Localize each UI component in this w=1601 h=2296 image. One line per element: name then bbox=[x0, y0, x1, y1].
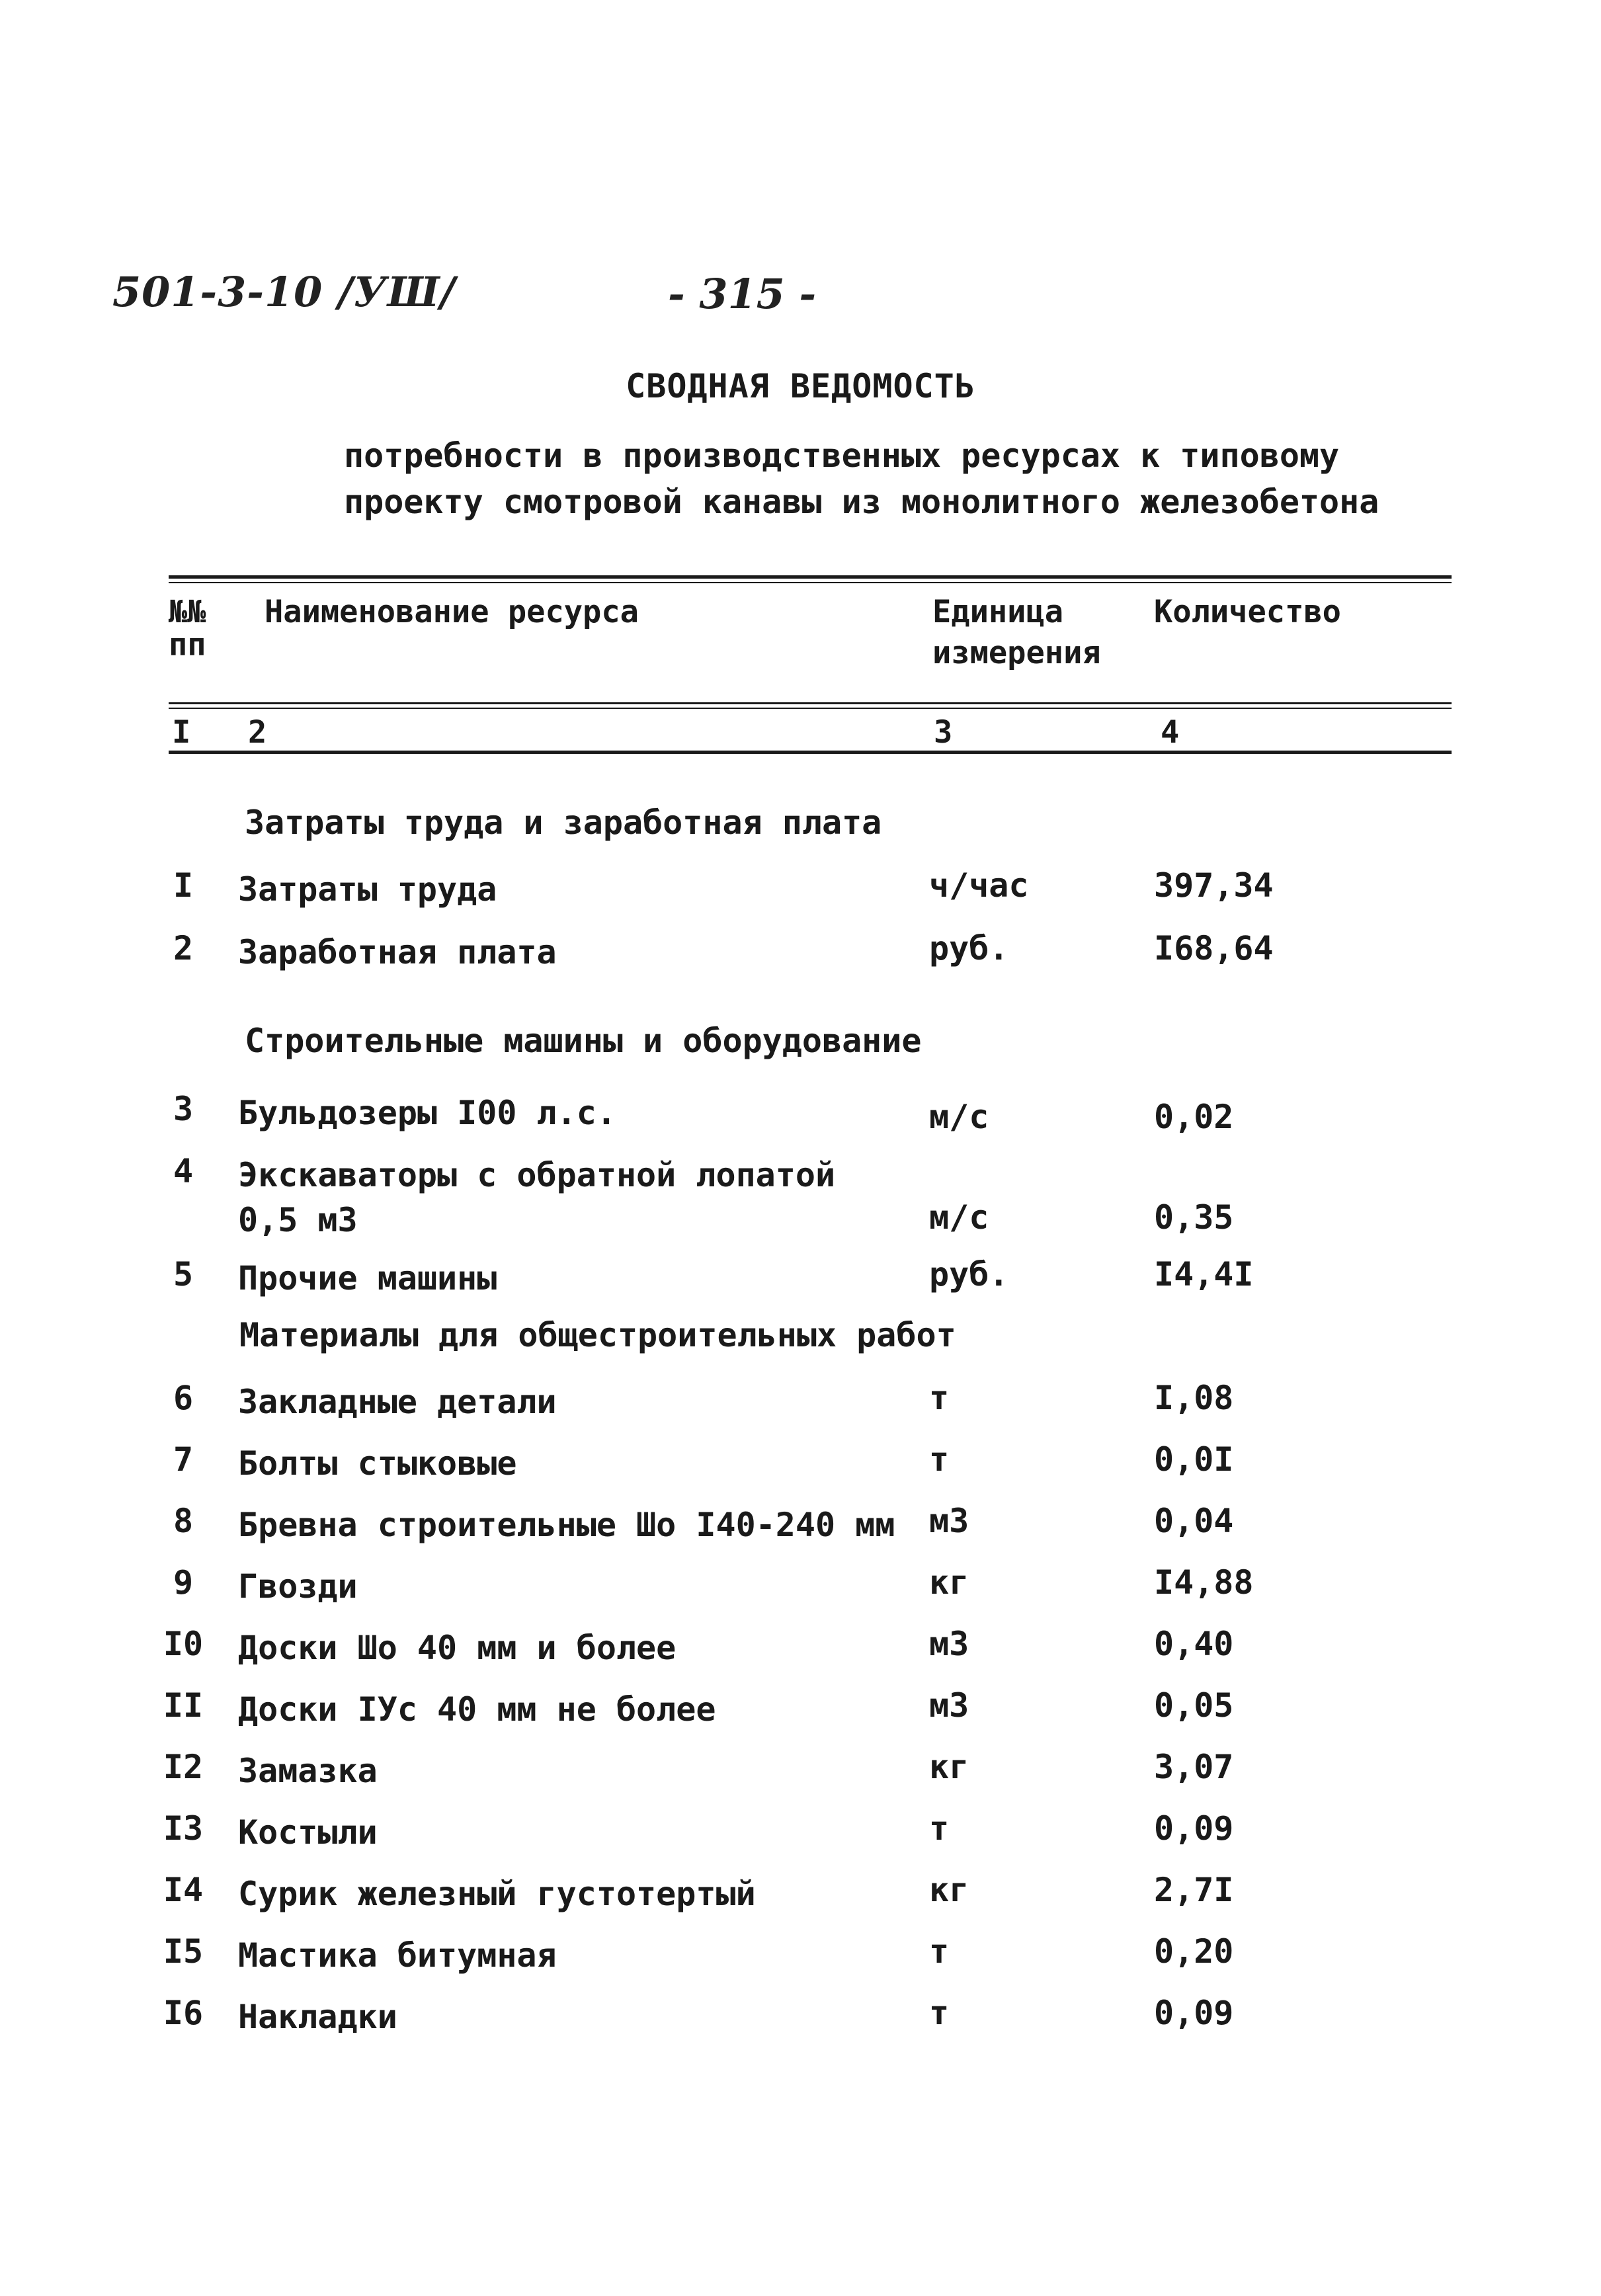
row-number: 8 bbox=[173, 1502, 194, 1540]
document-code: 501-3-10 /УШ/ bbox=[112, 268, 456, 316]
row-quantity: I4,4I bbox=[1154, 1255, 1254, 1293]
section-heading-machines: Строительные машины и оборудование bbox=[245, 1022, 922, 1060]
row-name-line2: 0,5 м3 bbox=[238, 1201, 358, 1239]
row-quantity: 2,7I bbox=[1154, 1871, 1234, 1909]
column-header-unit-line1: Единица bbox=[932, 594, 1064, 630]
row-number: I3 bbox=[163, 1809, 204, 1848]
row-quantity: 0,20 bbox=[1154, 1932, 1234, 1971]
row-name: Гвозди bbox=[238, 1567, 358, 1606]
row-name bbox=[238, 1152, 835, 1243]
row-quantity: 0,05 bbox=[1154, 1686, 1234, 1725]
row-name: Болты стыковые bbox=[238, 1444, 517, 1483]
row-quantity: 0,35 bbox=[1154, 1198, 1234, 1237]
column-header-name: Наименование ресурса bbox=[265, 594, 639, 630]
column-header-unit bbox=[932, 592, 1101, 674]
row-name: Бревна строительные Шо I40-240 мм bbox=[238, 1506, 895, 1544]
row-quantity: I4,88 bbox=[1154, 1563, 1254, 1602]
column-header-number-line2: пп bbox=[169, 627, 206, 663]
row-unit: м/с bbox=[929, 1098, 989, 1136]
row-unit: м/с bbox=[929, 1198, 989, 1237]
row-number: I5 bbox=[163, 1932, 204, 1971]
row-number: 2 bbox=[173, 929, 194, 967]
row-name: Доски Шо 40 мм и более bbox=[238, 1629, 677, 1667]
row-number: II bbox=[163, 1686, 204, 1725]
row-quantity: 0,0I bbox=[1154, 1440, 1234, 1479]
row-quantity: I68,64 bbox=[1154, 929, 1274, 967]
row-number: 9 bbox=[173, 1563, 194, 1602]
section-heading-materials: Материалы для общестроительных работ bbox=[239, 1316, 956, 1354]
row-name: Доски IУс 40 мм не более bbox=[238, 1690, 716, 1729]
row-name: Закладные детали bbox=[238, 1383, 557, 1421]
row-unit: кг bbox=[929, 1563, 969, 1602]
row-number: 5 bbox=[173, 1255, 194, 1293]
row-quantity: 0,02 bbox=[1154, 1098, 1234, 1136]
page-subtitle-line-1: потребности в производственных ресурсах к типовому bbox=[344, 436, 1340, 475]
row-unit: т bbox=[929, 1379, 950, 1417]
table-row bbox=[0, 929, 1601, 1008]
row-name: Сурик железный густотертый bbox=[238, 1875, 756, 1913]
row-number: I bbox=[173, 866, 194, 905]
row-quantity: 3,07 bbox=[1154, 1748, 1234, 1786]
column-header-quantity: Количество bbox=[1154, 594, 1341, 630]
row-unit: кг bbox=[929, 1748, 969, 1786]
column-header-number-line1: №№ bbox=[169, 594, 206, 630]
row-name: Замазка bbox=[238, 1752, 378, 1790]
table-top-rule bbox=[169, 575, 1452, 579]
row-number: 4 bbox=[173, 1152, 194, 1190]
row-unit: т bbox=[929, 1809, 950, 1848]
row-unit: т bbox=[929, 1932, 950, 1971]
row-number: 6 bbox=[173, 1379, 194, 1417]
column-number-2: 2 bbox=[248, 714, 267, 751]
row-quantity: 0,40 bbox=[1154, 1625, 1234, 1663]
column-number-rule bbox=[169, 751, 1452, 754]
row-number: 3 bbox=[173, 1090, 194, 1128]
row-name: Затраты труда bbox=[238, 870, 497, 909]
column-number-4: 4 bbox=[1161, 714, 1180, 751]
row-name: Костыли bbox=[238, 1813, 378, 1852]
page-subtitle-line-2: проекту смотровой канавы из монолитного железобетона bbox=[344, 483, 1379, 521]
column-number-3: 3 bbox=[934, 714, 953, 751]
header-divider-rule-thin bbox=[169, 708, 1452, 709]
row-unit: ч/час bbox=[929, 866, 1029, 905]
table-row bbox=[0, 1255, 1601, 1334]
section-heading-labor: Затраты труда и заработная плата bbox=[245, 803, 882, 842]
row-quantity: 0,09 bbox=[1154, 1809, 1234, 1848]
row-name: Мастика битумная bbox=[238, 1936, 557, 1975]
row-number: I6 bbox=[163, 1994, 204, 2032]
row-name: Прочие машины bbox=[238, 1259, 497, 1297]
table-top-rule-thin bbox=[169, 582, 1452, 583]
row-unit: руб. bbox=[929, 1255, 1009, 1293]
table-row bbox=[0, 1152, 1601, 1258]
row-number: I2 bbox=[163, 1748, 204, 1786]
row-quantity: 397,34 bbox=[1154, 866, 1274, 905]
row-unit: м3 bbox=[929, 1625, 969, 1663]
table-row bbox=[0, 1994, 1601, 2073]
row-name: Заработная плата bbox=[238, 933, 557, 971]
row-number: 7 bbox=[173, 1440, 194, 1479]
row-unit: т bbox=[929, 1440, 950, 1479]
row-unit: м3 bbox=[929, 1502, 969, 1540]
column-number-1: I bbox=[172, 714, 191, 751]
row-unit: руб. bbox=[929, 929, 1009, 967]
row-number: I4 bbox=[163, 1871, 204, 1909]
row-number: I0 bbox=[163, 1625, 204, 1663]
row-name: Бульдозеры I00 л.с. bbox=[238, 1094, 616, 1132]
row-quantity: 0,04 bbox=[1154, 1502, 1234, 1540]
header-divider-rule bbox=[169, 702, 1452, 704]
row-name: Накладки bbox=[238, 1998, 397, 2036]
row-quantity: I,08 bbox=[1154, 1379, 1234, 1417]
column-header-number bbox=[169, 592, 222, 666]
page-title: СВОДНАЯ ВЕДОМОСТЬ bbox=[626, 367, 975, 405]
row-quantity: 0,09 bbox=[1154, 1994, 1234, 2032]
column-header-unit-line2: измерения bbox=[932, 635, 1101, 671]
row-unit: м3 bbox=[929, 1686, 969, 1725]
row-name-line1: Экскаваторы с обратной лопатой bbox=[238, 1156, 836, 1194]
row-unit: т bbox=[929, 1994, 950, 2032]
row-unit: кг bbox=[929, 1871, 969, 1909]
page-number: - 315 - bbox=[668, 270, 817, 318]
